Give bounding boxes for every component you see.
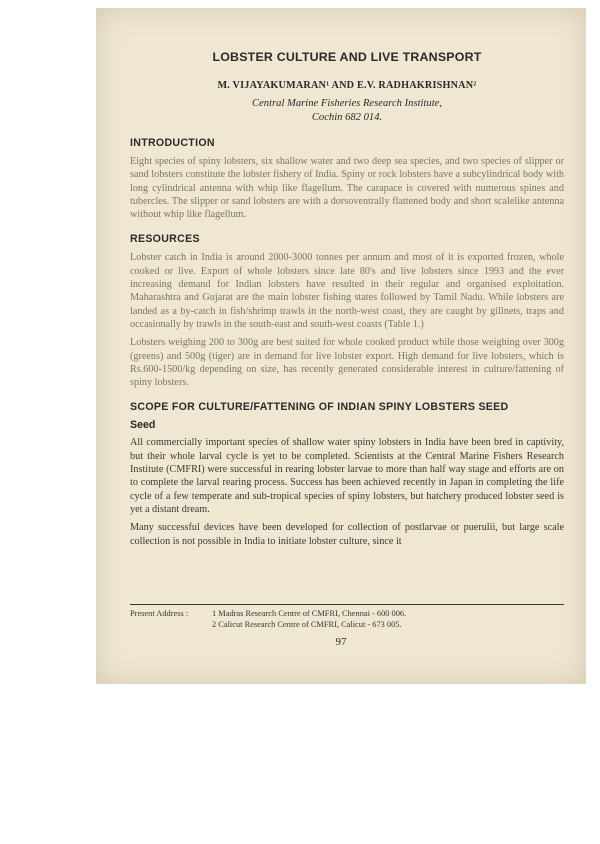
footnote-address-2: 2 Calicut Research Centre of CMFRI, Calicut - 673 005. <box>212 620 402 629</box>
affiliation-line-1: Central Marine Fisheries Research Institute, <box>252 98 442 109</box>
footnote-address-1: 1 Madras Research Centre of CMFRI, Chennai - 600 006. <box>212 609 407 618</box>
page-number: 97 <box>335 636 347 648</box>
footnote-row <box>130 608 564 619</box>
blank-margin <box>0 684 600 844</box>
scanned-page <box>96 8 586 684</box>
article-title: LOBSTER CULTURE AND LIVE TRANSPORT <box>212 50 482 64</box>
introduction-paragraph: Eight species of spiny lobsters, six shallow water and two deep sea species, and two species of slipper or sand lobsters constitute the lobster fishery of India. Spiny or rock lobsters have a subcylindrical body with long cylindrical antenna with whip like flagellum. The carapace is covered with numerous spines and tubercles. The slipper or sand lobsters are with a dorsoventrally flattened body and short scalelike antenna without whip like flagellum. <box>130 156 564 221</box>
scope-heading: SCOPE FOR CULTURE/FATTENING OF INDIAN SPINY LOBSTERS SEED <box>130 401 509 414</box>
author-affiliation <box>130 97 564 125</box>
seed-subheading: Seed <box>130 419 156 432</box>
scope-paragraph-2: Many successful devices have been developed for collection of postlarvae or puerulii, but large scale collection is not possible in India to initiate lobster culture, since it <box>130 522 564 547</box>
footnote-rule <box>130 604 564 605</box>
article-authors: M. VIJAYAKUMARAN¹ AND E.V. RADHAKRISHNAN² <box>217 80 477 91</box>
footnote <box>130 608 564 630</box>
article-body <box>130 50 564 553</box>
footnote-label: Present Address : <box>130 609 189 618</box>
resources-heading: RESOURCES <box>130 233 200 246</box>
affiliation-line-2: Cochin 682 014. <box>311 112 383 123</box>
introduction-heading: INTRODUCTION <box>130 137 215 149</box>
scope-paragraph-1: All commercially important species of shallow water spiny lobsters in India have been bred in captivity, but their whole larval cycle is yet to be completed. Scientists at the Central Marine Fishers Research Institute (CMFRI) were successful in rearing lobster larvae to more than half way stage and efforts are on to complete the larval rearing process. Success has been achieved recently in Japan in completing the life cycle of a few temperate and sub-tropical species of spiny lobsters, but hatchery produced lobster seed is yet a distant dream. <box>130 437 564 515</box>
resources-paragraph-2: Lobsters weighing 200 to 300g are best suited for whole cooked product while those weighing over 300g (greens) and 500g (tiger) are in demand for live lobster export. High demand for live lobsters, which is Rs.600-1500/kg depending on size, has recently generated considerable interest in culture/fattening of spiny lobsters. <box>130 337 564 389</box>
resources-paragraph-1: Lobster catch in India is around 2000-3000 tonnes per annum and most of it is exported frozen, whole cooked or live. Export of whole lobsters since late 80's and live lobsters since 1993 and the ever increasing demand for Indian lobsters have resulted in their regular and organised exploitation. Maharashtra and Gujarat are the main lobster fishing states followed by Tamil Nadu. While lobsters are landed as a by-catch in fish/shrimp trawls in the north-west coast, they are caught by gillnets, traps and occasionally by trawls in the south-east and south-west coasts (Table 1.) <box>130 252 564 330</box>
